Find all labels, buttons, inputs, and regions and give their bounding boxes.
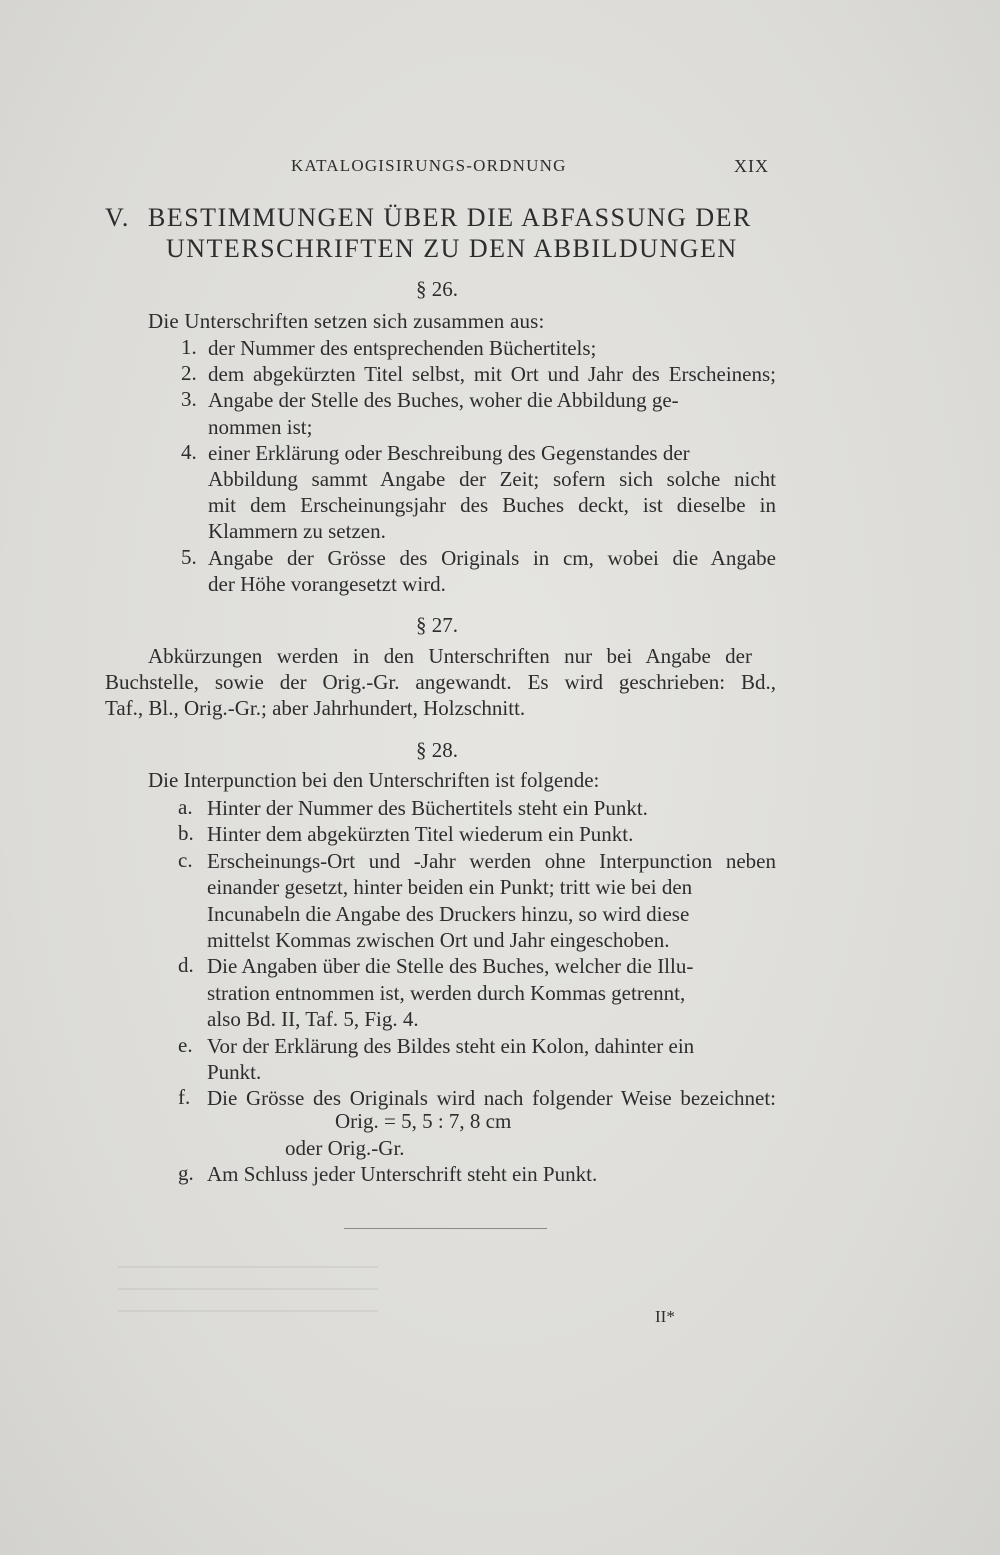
page-number: XIX xyxy=(734,156,769,176)
section-28-item-3-line-2: einander gesetzt, hinter beiden ein Punkt; tritt wie bei den xyxy=(207,875,693,900)
section-26-item-3-line-1: Angabe der Stelle des Buches, woher die Abbildung ge- xyxy=(208,388,679,413)
section-28-item-1-line-1: Hinter der Nummer des Büchertitels steht ein Punkt. xyxy=(207,796,648,820)
section-27-line-3: Taf., Bl., Orig.-Gr.; aber Jahrhundert, Holzschnitt. xyxy=(105,696,526,720)
section-26-intro: Die Unterschriften setzen sich zusammen aus: xyxy=(148,309,545,333)
section-26-item-4-line-1: einer Erklärung oder Beschreibung des Gegenstandes der xyxy=(208,440,690,465)
show-through-text xyxy=(118,1262,378,1312)
section-26-marker-5: 5. xyxy=(181,544,197,569)
section-28-item-3-line-3: Incunabeln die Angabe des Druckers hinzu, so wird diese xyxy=(207,901,690,926)
section-28-item-4-line-3: also Bd. II, Taf. 5, Fig. 4. xyxy=(207,1007,419,1032)
section-27-line-2: Buchstelle, sowie der Orig.-Gr. angewandt. Es wird geschrieben: Bd., xyxy=(105,670,776,694)
section-26-item-4-line-2: Abbildung sammt Angabe der Zeit; sofern sich solche nicht xyxy=(208,467,776,491)
size-example-line-2: oder Orig.-Gr. xyxy=(285,1136,405,1160)
size-example-line-1: Orig. = 5, 5 : 7, 8 cm xyxy=(335,1109,512,1133)
section-26-marker-1: 1. xyxy=(181,335,197,359)
section-26-item-3-line-2: nommen ist; xyxy=(208,414,313,439)
section-28-marker-1: a. xyxy=(178,795,193,819)
chapter-title-line-1: BESTIMMUNGEN ÜBER DIE ABFASSUNG DER xyxy=(148,203,752,232)
section-26-marker-4: 4. xyxy=(181,439,197,464)
section-26-item-5-line-2: der Höhe vorangesetzt wird. xyxy=(208,571,446,596)
section-28-marker-7: g. xyxy=(178,1161,194,1185)
section-26-heading: § 26. xyxy=(416,277,458,301)
section-27-line-1: Abkürzungen werden in den Unterschriften nur bei Angabe der xyxy=(148,644,752,668)
signature-mark: II* xyxy=(655,1307,675,1326)
section-28-marker-5: e. xyxy=(178,1032,193,1057)
section-28-item-4-line-1: Die Angaben über die Stelle des Buches, welcher die Illu- xyxy=(207,954,694,979)
section-28-heading: § 28. xyxy=(416,738,458,762)
chapter-number: V. xyxy=(105,203,130,232)
section-26-marker-3: 3. xyxy=(181,387,197,412)
chapter-title-line-2: UNTERSCHRIFTEN ZU DEN ABBILDUNGEN xyxy=(166,234,738,263)
section-27-heading: § 27. xyxy=(416,613,458,637)
section-28-marker-3: c. xyxy=(178,847,193,872)
section-28-marker-4: d. xyxy=(178,953,194,978)
section-28-item-2-line-1: Hinter dem abgekürzten Titel wiederum ein Punkt. xyxy=(207,822,634,847)
section-28-item-5-line-2: Punkt. xyxy=(207,1060,262,1084)
section-28-item-5-line-1: Vor der Erklärung des Bildes steht ein Kolon, dahinter ein xyxy=(207,1033,695,1058)
section-28-item-3-line-4: mittelst Kommas zwischen Ort und Jahr eingeschoben. xyxy=(207,928,670,952)
section-26-item-2-line-1: dem abgekürzten Titel selbst, mit Ort und Jahr des Erscheinens; xyxy=(208,362,776,387)
section-28-item-7-line-1: Am Schluss jeder Unterschrift steht ein Punkt. xyxy=(207,1162,598,1186)
section-26-item-4-line-4: Klammern zu setzen. xyxy=(208,519,386,544)
section-28-marker-2: b. xyxy=(178,821,194,846)
section-28-item-6-line-1: Die Grösse des Originals wird nach folgender Weise bezeichnet: xyxy=(207,1086,776,1111)
section-28-item-4-line-2: stration entnommen ist, werden durch Kommas getrennt, xyxy=(207,980,686,1005)
section-28-intro: Die Interpunction bei den Unterschriften ist folgende: xyxy=(148,768,600,792)
closing-rule xyxy=(344,1228,547,1229)
section-26-item-1-line-1: der Nummer des entsprechenden Büchertitels; xyxy=(208,336,597,360)
section-28-item-3-line-1: Erscheinungs-Ort und -Jahr werden ohne Interpunction neben xyxy=(207,848,776,873)
running-title: KATALOGISIRUNGS-ORDNUNG xyxy=(291,156,567,175)
section-26-marker-2: 2. xyxy=(181,361,197,386)
section-28-marker-6: f. xyxy=(178,1085,191,1110)
section-26-item-5-line-1: Angabe der Grösse des Originals in cm, wobei die Angabe xyxy=(208,545,776,570)
section-26-item-4-line-3: mit dem Erscheinungsjahr des Buches deckt, ist dieselbe in xyxy=(208,493,776,518)
